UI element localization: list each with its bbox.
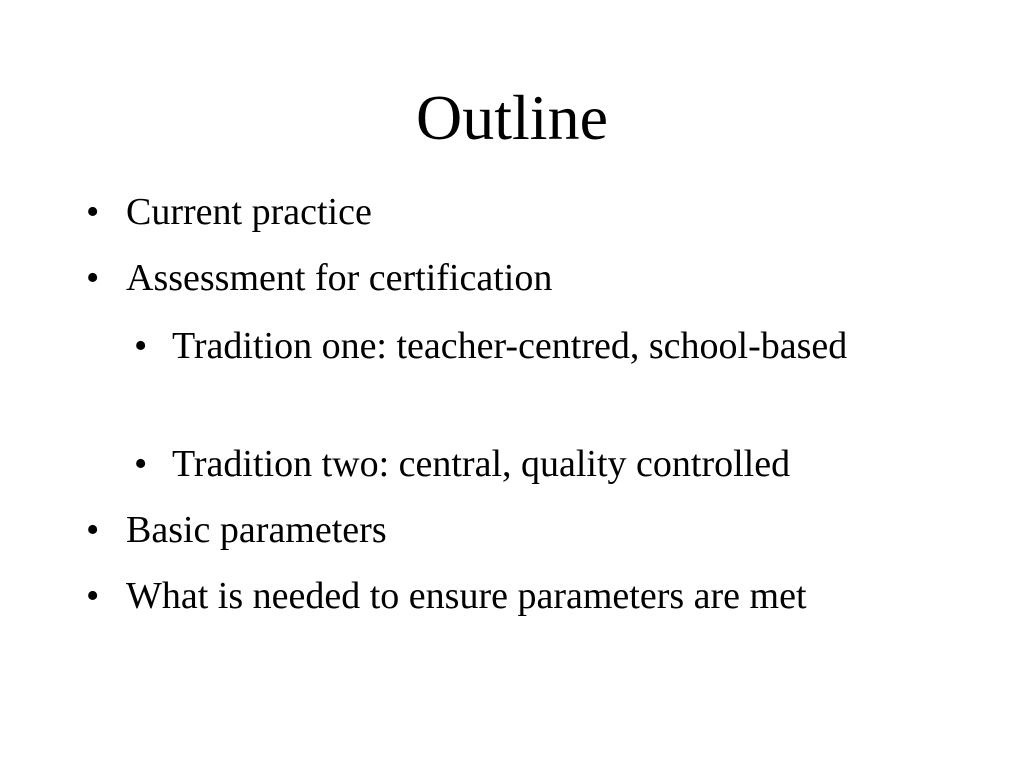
bullet-icon: •: [134, 325, 148, 367]
bullet-icon: •: [86, 257, 100, 299]
list-item-text: Tradition two: central, quality controlled: [172, 443, 791, 485]
list-item-text: What is needed to ensure parameters are met: [126, 575, 807, 617]
list-item-text: Current practice: [126, 191, 372, 233]
bullet-icon: •: [86, 575, 100, 617]
bullet-icon: •: [86, 191, 100, 233]
list-item-text: Tradition one: teacher-centred, school-based: [172, 325, 848, 367]
bullet-icon: •: [134, 443, 148, 485]
list-item-text: Assessment for certification: [126, 257, 553, 299]
bullet-icon: •: [86, 509, 100, 551]
list-item-text: Basic parameters: [126, 509, 387, 551]
slide-title: Outline: [416, 82, 608, 153]
